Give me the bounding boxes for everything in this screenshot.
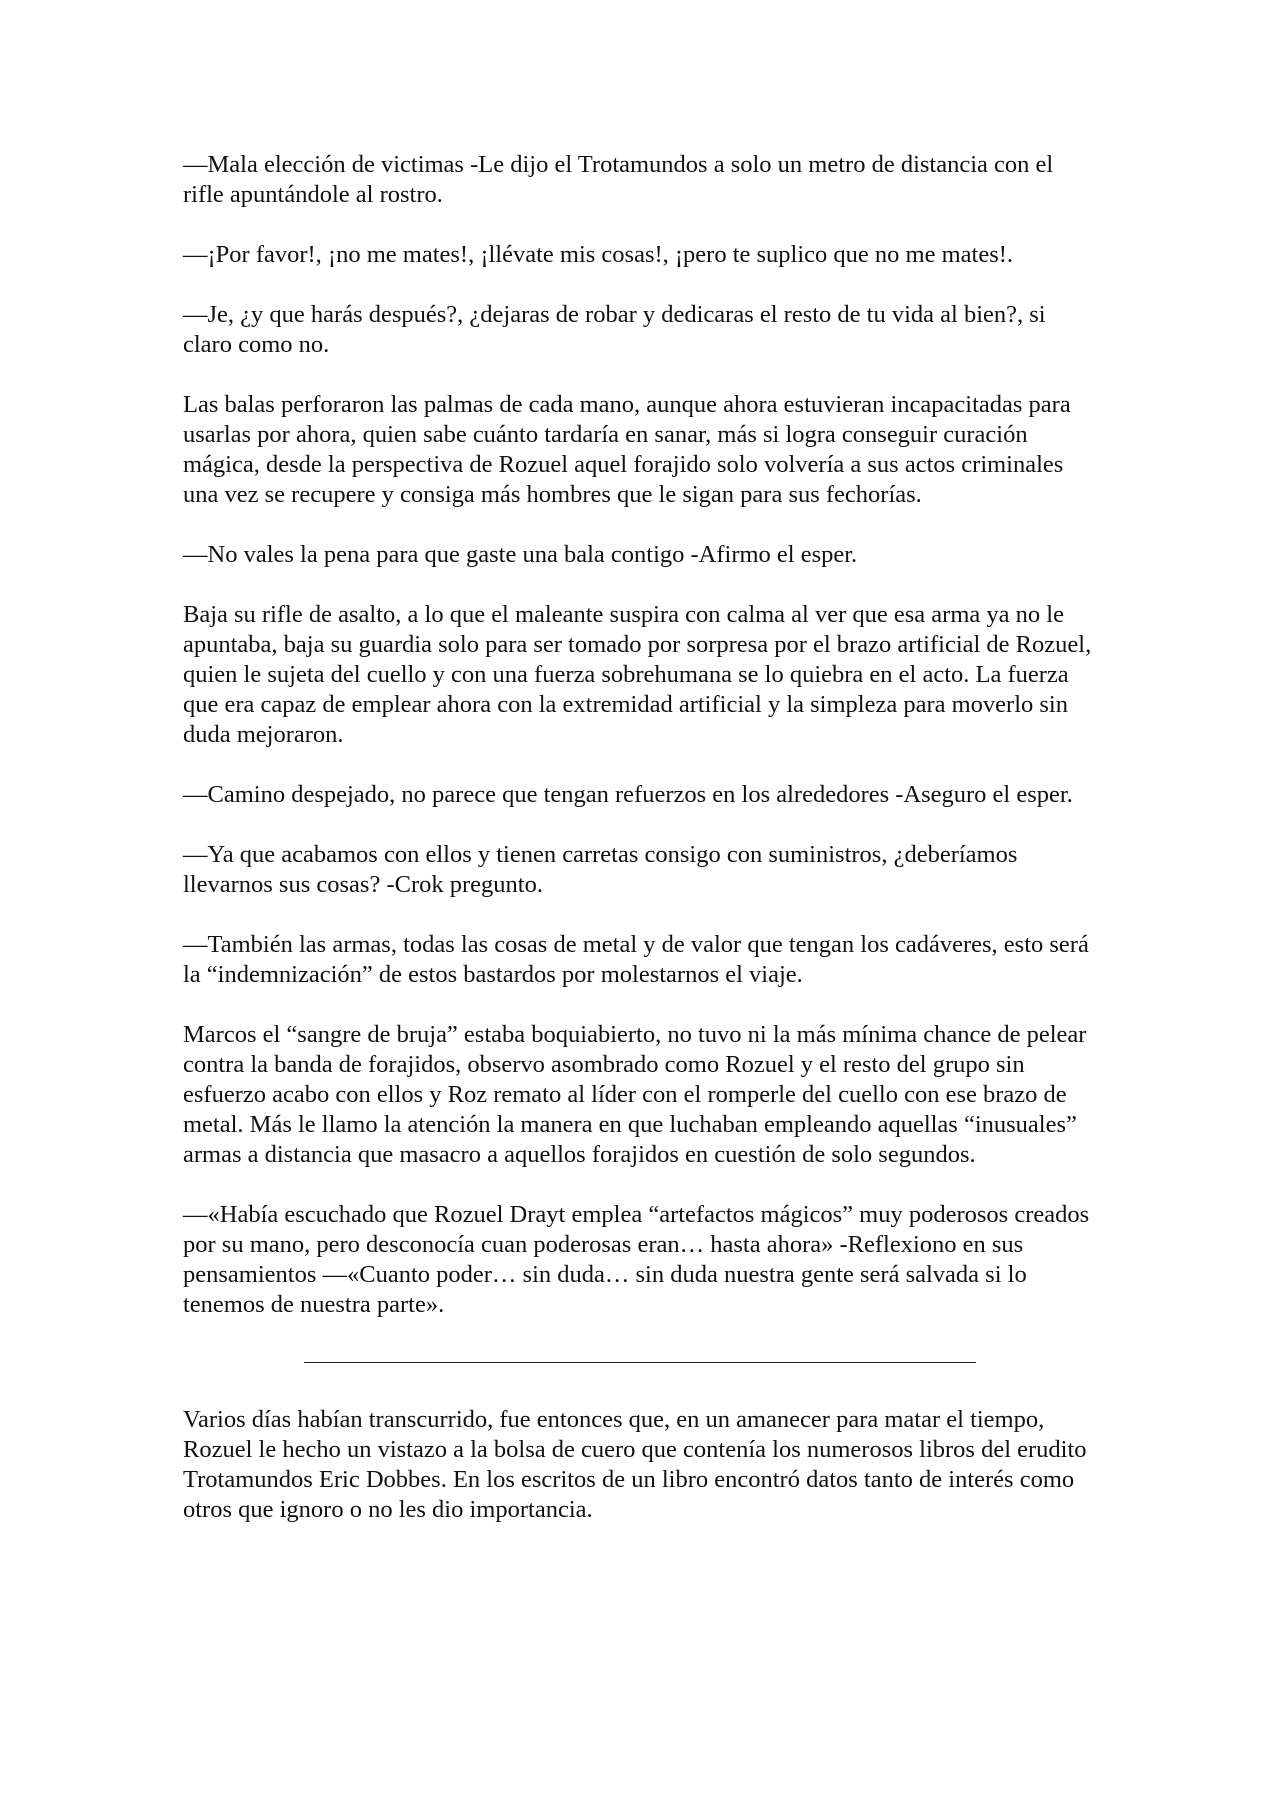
- paragraph: —Camino despejado, no parece que tengan refuerzos en los alrededores -Aseguro el esper.: [183, 781, 1073, 808]
- paragraph: —Ya que acabamos con ellos y tienen carretas consigo con suministros, ¿deberíamos llevarnos sus cosas? -Crok pregunto.: [183, 841, 1018, 898]
- paragraph: Marcos el “sangre de bruja” estaba boquiabierto, no tuvo ni la más mínima chance de pelear contra la banda de forajidos, observo asombrado como Rozuel y el resto del grupo sin esfuerzo acabo con ellos y Roz remato al líder con el romperle del cuello con ese brazo de metal. Más le llamo la atención la manera en que luchaban empleando aquellas “inusuales” armas a distancia que masacro a aquellos forajidos en cuestión de solo segundos.: [183, 1021, 1087, 1168]
- paragraph: —Je, ¿y que harás después?, ¿dejaras de robar y dedicaras el resto de tu vida al bien?, si claro como no.: [183, 301, 1046, 358]
- paragraph: —No vales la pena para que gaste una bala contigo -Afirmo el esper.: [183, 541, 858, 568]
- paragraph: Baja su rifle de asalto, a lo que el maleante suspira con calma al ver que esa arma ya no le apuntaba, baja su guardia solo para ser tomado por sorpresa por el brazo artificial de Rozuel, quien le sujeta del cuello y con una fuerza sobrehumana se lo quiebra en el acto. La fuerza que era capaz de emplear ahora con la extremidad artificial y la simpleza para moverlo sin duda mejoraron.: [183, 601, 1092, 748]
- paragraph: Varios días habían transcurrido, fue entonces que, en un amanecer para matar el tiempo, Rozuel le hecho un vistazo a la bolsa de cuero que contenía los numerosos libros del erudito Trotamundos Eric Dobbes. En los escritos de un libro encontró datos tanto de interés como otros que ignoro o no les dio importancia.: [183, 1406, 1087, 1523]
- document-page: [183, 150, 1098, 1555]
- section-divider: [304, 1362, 976, 1363]
- paragraph: Las balas perforaron las palmas de cada mano, aunque ahora estuvieran incapacitadas para usarlas por ahora, quien sabe cuánto tardaría en sanar, más si logra conseguir curación mágica, desde la perspectiva de Rozuel aquel forajido solo volvería a sus actos criminales una vez se recupere y consiga más hombres que le sigan para sus fechorías.: [183, 391, 1071, 508]
- paragraph: —«Había escuchado que Rozuel Drayt emplea “artefactos mágicos” muy poderosos creados por su mano, pero desconocía cuan poderosas eran… hasta ahora» -Reflexiono en sus pensamientos —«Cuanto poder… sin duda… sin duda nuestra gente será salvada si lo tenemos de nuestra parte».: [183, 1201, 1090, 1318]
- paragraph: —Mala elección de victimas -Le dijo el Trotamundos a solo un metro de distancia con el rifle apuntándole al rostro.: [183, 151, 1054, 208]
- paragraph: —También las armas, todas las cosas de metal y de valor que tengan los cadáveres, esto será la “indemnización” de estos bastardos por molestarnos el viaje.: [183, 931, 1089, 988]
- paragraph: —¡Por favor!, ¡no me mates!, ¡llévate mis cosas!, ¡pero te suplico que no me mates!.: [183, 241, 1014, 268]
